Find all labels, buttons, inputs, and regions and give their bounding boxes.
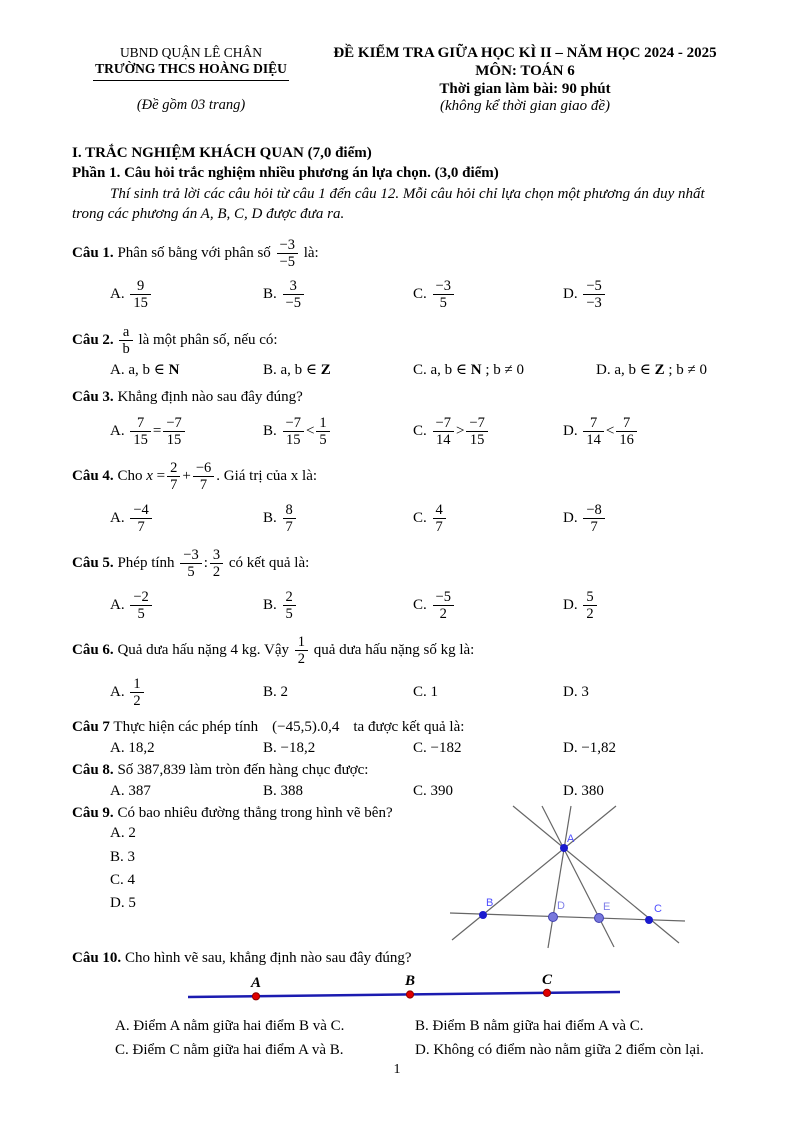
operator: <	[605, 422, 615, 439]
fraction	[163, 415, 184, 448]
exam-time-note: (không kể thời gian giao đề)	[439, 98, 611, 114]
option-label: C.	[413, 782, 427, 799]
number-set: Z	[320, 362, 331, 378]
option-label: D.	[563, 683, 578, 700]
numerator: 8	[283, 502, 296, 519]
point-A-label: A	[567, 833, 575, 845]
option-label: C.	[413, 362, 427, 378]
numerator: 9	[130, 278, 151, 295]
question-4-option-d	[563, 502, 740, 535]
question-3-option-a	[110, 415, 263, 448]
question-6-option-d	[563, 684, 740, 701]
question-8-option-d	[563, 783, 740, 800]
question-10-options-row-1	[72, 1016, 740, 1038]
numerator: 5	[583, 589, 596, 606]
numerator: 1	[130, 676, 143, 693]
option-post: ; b ≠ 0	[668, 362, 708, 378]
denominator: 7	[435, 518, 443, 535]
exam-title: ĐỀ KIỂM TRA GIỮA HỌC KÌ II – NĂM HỌC 2024 - 2025	[333, 45, 717, 61]
option-value: 2	[280, 683, 289, 700]
fraction	[316, 415, 329, 448]
question-7-label: Câu 7	[72, 719, 110, 736]
fraction	[130, 502, 151, 535]
numerator: a	[119, 324, 132, 341]
denominator: 2	[439, 605, 447, 622]
option-value: 3	[127, 848, 136, 865]
point-E-label: E	[603, 901, 611, 913]
question-2-option-b	[263, 360, 413, 379]
denominator: 2	[212, 564, 221, 581]
question-6-option-a	[110, 676, 263, 709]
numerator: 3	[210, 547, 223, 564]
exam-subject: MÔN: TOÁN 6	[475, 63, 575, 79]
part-title: Phần 1. Câu hỏi trắc nghiệm nhiều phương án lựa chọn. (3,0 điểm)	[72, 165, 499, 181]
point-D-dot	[549, 913, 558, 922]
option-value: 4	[127, 871, 136, 888]
question-6-post: quả dưa hấu nặng số kg là:	[313, 642, 475, 659]
question-10-option-b	[415, 1016, 740, 1038]
denominator: b	[122, 340, 130, 357]
question-3-label: Câu 3.	[72, 389, 114, 405]
point-D-label: D	[557, 900, 565, 912]
option-label: D.	[563, 422, 578, 439]
question-5-options	[72, 589, 740, 622]
fraction	[119, 324, 132, 357]
question-10-option-c	[115, 1040, 415, 1062]
question-4-option-b	[263, 502, 413, 535]
question-7-post: ta được kết quả là:	[353, 719, 465, 736]
question-9-text: Có bao nhiêu đường thẳng trong hình vẽ bên?	[117, 804, 393, 821]
question-6-option-b	[263, 684, 413, 701]
option-label: A.	[110, 683, 125, 700]
question-4-option-a	[110, 502, 263, 535]
question-5-post: có kết quả là:	[228, 555, 310, 572]
option-label: D.	[563, 286, 578, 303]
point-C-label: C	[654, 903, 662, 915]
point-B-dot	[406, 991, 413, 998]
header-right	[310, 45, 740, 115]
question-10-stem	[72, 949, 740, 968]
denominator: 7	[170, 477, 178, 494]
fraction	[295, 634, 308, 667]
option-value: 390	[430, 782, 454, 799]
question-1-option-d	[563, 278, 740, 311]
question-1-post: là:	[303, 244, 319, 261]
question-3-option-c	[413, 415, 563, 448]
operator: <	[305, 422, 315, 439]
numerator: −2	[130, 589, 151, 606]
option-label: A.	[115, 1018, 130, 1035]
line-AE	[542, 806, 614, 947]
option-label: D.	[596, 362, 611, 378]
option-value: −1,82	[581, 739, 617, 756]
denominator: 15	[133, 431, 148, 448]
option-value: Điểm B nằm giữa hai điểm A và C.	[432, 1018, 644, 1035]
denominator: 7	[137, 518, 145, 535]
fraction	[583, 415, 604, 448]
option-label: B.	[263, 422, 277, 439]
option-value: 1	[430, 683, 439, 700]
numerator: −3	[433, 278, 454, 295]
fraction	[130, 415, 151, 448]
math-expression: (−45,5).0,4	[272, 719, 340, 736]
point-B-label: B	[486, 897, 494, 909]
pages-note: (Đề gồm 03 trang)	[136, 97, 246, 113]
question-4-option-c	[413, 502, 563, 535]
option-value: 388	[280, 782, 304, 799]
question-7-option-a	[110, 740, 263, 757]
denominator: 2	[586, 605, 594, 622]
option-label: A.	[110, 596, 125, 613]
header	[72, 45, 740, 115]
option-label: A.	[110, 825, 125, 842]
question-5-option-b	[263, 589, 413, 622]
denominator: −5	[279, 253, 295, 270]
denominator: 2	[133, 692, 141, 709]
numerator: −6	[193, 460, 214, 477]
denominator: 5	[319, 431, 327, 448]
denominator: 15	[166, 431, 182, 448]
question-10-label: Câu 10.	[72, 950, 122, 967]
question-10-text: Cho hình vẽ sau, khẳng định nào sau đây đúng?	[124, 950, 412, 967]
question-5-label: Câu 5.	[72, 555, 114, 572]
fraction	[283, 415, 304, 448]
question-3-text: Khẳng định nào sau đây đúng?	[117, 389, 303, 405]
question-4-label: Câu 4.	[72, 468, 114, 485]
question-8-option-c	[413, 783, 563, 800]
org-name: UBND QUẬN LÊ CHÂN	[119, 45, 263, 60]
fraction	[130, 676, 143, 709]
option-label: B.	[263, 683, 277, 700]
fraction	[283, 502, 296, 535]
question-4-post: . Giá trị của x là:	[216, 468, 318, 485]
option-label: B.	[263, 509, 277, 526]
numerator: 3	[283, 278, 304, 295]
point-E-dot	[595, 914, 604, 923]
section-title: I. TRẮC NGHIỆM KHÁCH QUAN (7,0 điểm)	[72, 145, 372, 161]
denominator: 2	[297, 651, 305, 668]
option-label: C.	[413, 683, 427, 700]
question-10-option-d	[415, 1040, 740, 1062]
question-10-option-a	[115, 1016, 415, 1038]
option-label: D.	[563, 739, 578, 756]
option-label: B.	[110, 848, 124, 865]
option-label: C.	[413, 286, 427, 303]
question-6-option-c	[413, 684, 563, 701]
point-C-dot	[543, 989, 550, 996]
point-C-dot	[645, 916, 653, 924]
operator: =	[152, 422, 162, 439]
option-label: C.	[413, 596, 427, 613]
fraction	[433, 415, 454, 448]
option-value: 5	[128, 895, 136, 912]
fraction	[583, 589, 596, 622]
fraction	[433, 589, 454, 622]
option-value: Điểm A nằm giữa hai điểm B và C.	[133, 1018, 345, 1035]
question-2-label: Câu 2.	[72, 331, 114, 348]
denominator: 7	[590, 518, 598, 535]
numerator: −7	[283, 415, 304, 432]
option-value: −18,2	[280, 739, 316, 756]
question-7-stem	[72, 718, 740, 737]
question-4-stem	[72, 460, 740, 493]
point-C-label: C	[542, 973, 553, 989]
question-7-option-d	[563, 740, 740, 757]
question-2-option-d	[596, 360, 740, 379]
numerator: −4	[130, 502, 151, 519]
option-value: Điểm C nằm giữa hai điểm A và B.	[132, 1041, 344, 1058]
fraction	[210, 547, 223, 580]
page-number: 1	[393, 1062, 401, 1077]
question-6-options	[72, 676, 740, 709]
question-1-option-c	[413, 278, 563, 311]
option-label: B.	[263, 739, 277, 756]
numerator: 7	[130, 415, 151, 432]
question-8-option-a	[110, 783, 263, 800]
fraction	[283, 589, 296, 622]
fraction	[616, 415, 637, 448]
fraction	[583, 502, 604, 535]
exam-time: Thời gian làm bài: 90 phút	[439, 81, 611, 97]
option-pre: a, b ∈	[280, 362, 318, 378]
option-label: B.	[263, 596, 277, 613]
question-3-option-b	[263, 415, 413, 448]
question-8-text: Số 387,839 làm tròn đến hàng chục được:	[117, 761, 369, 778]
denominator: 5	[137, 605, 145, 622]
numerator: 7	[583, 415, 604, 432]
denominator: 16	[619, 431, 634, 448]
question-8-label: Câu 8.	[72, 761, 114, 778]
number-set: N	[168, 362, 180, 378]
option-label: D.	[563, 596, 578, 613]
option-value: 18,2	[128, 739, 155, 756]
operator: :	[203, 555, 208, 572]
option-value: 3	[581, 683, 589, 700]
numerator: −7	[466, 415, 487, 432]
point-A-dot	[252, 993, 259, 1000]
instruction-text: Thí sinh trả lời các câu hỏi từ câu 1 đến câu 12. Mỗi câu hỏi chỉ lựa chọn một phương án duy nhất trong các phương án A, B, C, D được đưa ra.	[72, 186, 705, 222]
school-name: TRƯỜNG THCS HOÀNG DIỆU	[93, 61, 289, 81]
question-3-stem	[72, 388, 740, 407]
question-1-pre: Phân số bằng với phân số	[117, 244, 271, 261]
question-4-options	[72, 502, 740, 535]
option-label: A.	[110, 782, 125, 799]
numerator: 7	[616, 415, 637, 432]
question-8-options	[72, 783, 740, 800]
denominator: 5	[439, 295, 447, 312]
question-8-stem	[72, 761, 740, 780]
option-value: Không có điểm nào nằm giữa 2 điểm còn lại.	[433, 1041, 704, 1058]
question-7-pre: Thực hiện các phép tính	[113, 719, 259, 736]
option-pre: a, b ∈	[128, 362, 165, 378]
question-3-option-d	[563, 415, 740, 448]
question-6-pre: Quả dưa hấu nặng 4 kg. Vậy	[117, 642, 289, 659]
operator: =	[156, 468, 166, 485]
numerator: −3	[180, 547, 201, 564]
question-10-options-row-2	[72, 1040, 740, 1062]
option-value: −182	[430, 739, 462, 756]
question-3-options	[72, 415, 740, 448]
option-label: A.	[110, 286, 125, 303]
question-1-option-b	[263, 278, 413, 311]
option-label: D.	[563, 782, 578, 799]
question-8-option-b	[263, 783, 413, 800]
line-AD	[548, 806, 571, 948]
numerator: −7	[433, 415, 454, 432]
denominator: 5	[187, 564, 195, 581]
numerator: 1	[295, 634, 308, 651]
option-label: C.	[115, 1041, 129, 1058]
denominator: 7	[285, 518, 293, 535]
numerator: −8	[583, 502, 604, 519]
question-2-options	[72, 360, 740, 379]
option-post: ; b ≠ 0	[485, 362, 525, 378]
question-1-stem	[72, 237, 740, 270]
numerator: 2	[283, 589, 296, 606]
question-2-stem	[72, 324, 740, 357]
line-AB	[452, 806, 616, 940]
fraction	[130, 278, 151, 311]
variable-x: x	[146, 468, 153, 485]
option-label: C.	[413, 509, 427, 526]
denominator: 5	[285, 605, 293, 622]
question-1-label: Câu 1.	[72, 244, 114, 261]
question-5-option-c	[413, 589, 563, 622]
option-pre: a, b ∈	[614, 362, 651, 378]
numerator: 1	[316, 415, 329, 432]
fraction	[583, 278, 604, 311]
denominator: −3	[586, 295, 602, 312]
question-2-option-c	[413, 360, 596, 379]
fraction	[283, 278, 304, 311]
option-label: A.	[110, 509, 125, 526]
fraction	[167, 460, 180, 493]
option-value: 2	[128, 825, 136, 842]
option-value: 380	[581, 782, 604, 799]
denominator: −5	[285, 295, 301, 312]
option-label: B.	[415, 1018, 429, 1035]
question-5-option-d	[563, 589, 740, 622]
question-2-post: là một phân số, nếu có:	[138, 331, 278, 348]
line-AC	[513, 806, 679, 943]
operator: >	[455, 422, 465, 439]
option-label: C.	[110, 871, 124, 888]
option-label: D.	[415, 1041, 430, 1058]
point-A-label: A	[251, 975, 262, 992]
number-set: Z	[654, 362, 665, 378]
operator: +	[182, 468, 191, 485]
option-label: B.	[263, 362, 277, 378]
question-5-pre: Phép tính	[117, 555, 175, 572]
option-label: D.	[110, 895, 125, 912]
fraction	[130, 589, 151, 622]
question-7-options	[72, 740, 740, 757]
numerator: 4	[433, 502, 446, 519]
number-set: N	[470, 362, 482, 378]
question-4-pre: Cho	[117, 468, 143, 485]
numerator: −5	[433, 589, 454, 606]
option-label: A.	[110, 422, 125, 439]
question-2-option-a	[110, 360, 263, 379]
fraction	[433, 502, 446, 535]
lines-geometry-figure	[448, 800, 693, 952]
denominator: 14	[435, 431, 451, 448]
fraction	[277, 237, 298, 270]
numerator: −5	[583, 278, 604, 295]
question-6-stem	[72, 634, 740, 667]
option-label: D.	[563, 509, 578, 526]
option-label: C.	[413, 422, 427, 439]
points-on-line-figure	[186, 973, 636, 1007]
option-label: B.	[263, 782, 277, 799]
question-5-option-a	[110, 589, 263, 622]
fraction	[180, 547, 201, 580]
fraction	[433, 278, 454, 311]
numerator: 2	[167, 460, 180, 477]
question-7-option-c	[413, 740, 563, 757]
numerator: −3	[277, 237, 298, 254]
option-label: A.	[110, 362, 125, 378]
point-B-label: B	[405, 973, 416, 990]
question-7-option-b	[263, 740, 413, 757]
denominator: 15	[469, 431, 485, 448]
header-left	[72, 45, 310, 115]
question-5-stem	[72, 547, 740, 580]
question-1-option-a	[110, 278, 263, 311]
question-1-options	[72, 278, 740, 311]
point-A-dot	[560, 844, 568, 852]
denominator: 7	[199, 477, 208, 494]
denominator: 15	[285, 431, 301, 448]
question-9-label: Câu 9.	[72, 804, 114, 821]
option-pre: a, b ∈	[430, 362, 468, 378]
denominator: 15	[133, 295, 148, 312]
option-value: 387	[128, 782, 151, 799]
fraction	[193, 460, 214, 493]
numerator: −7	[163, 415, 184, 432]
fraction	[466, 415, 487, 448]
option-label: A.	[110, 739, 125, 756]
option-label: C.	[413, 739, 427, 756]
point-B-dot	[479, 911, 487, 919]
option-label: B.	[263, 286, 277, 303]
denominator: 14	[586, 431, 601, 448]
question-6-label: Câu 6.	[72, 642, 114, 659]
